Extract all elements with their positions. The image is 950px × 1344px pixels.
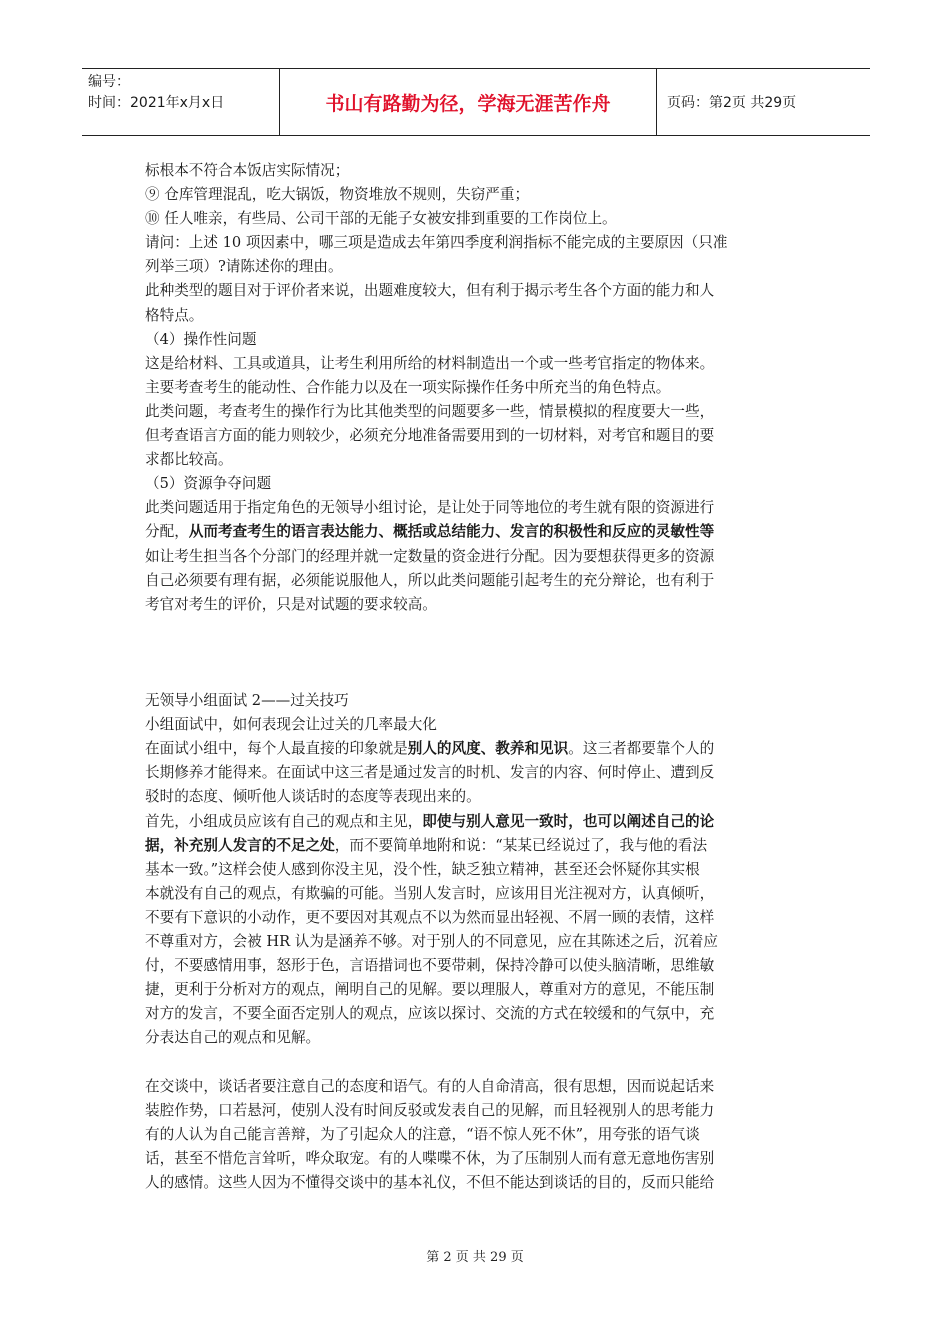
text-line: 本就没有自己的观点，有欺骗的可能。当别人发言时，应该用目光注视对方，认真倾听， xyxy=(145,884,715,902)
text-line: ⑨ 仓库管理混乱，吃大锅饭，物资堆放不规则，失窃严重； xyxy=(145,186,530,204)
text-line: 对方的发言，不要全面否定别人的观点，应该以探讨、交流的方式在较缓和的气氛中，充 xyxy=(145,1005,715,1023)
text-line: 捷，更利于分析对方的观点，阐明自己的见解。要以理服人，尊重对方的意见，不能压制 xyxy=(145,981,715,999)
serial-label: 编号： xyxy=(88,74,130,90)
text-line: 基本一致。”这样会使人感到你没主见，没个性，缺乏独立精神，甚至还会怀疑你其实根 xyxy=(145,860,700,878)
text-line: 付，不要感情用事，怒形于色，言语措词也不要带刺，保持冷静可以使头脑清晰，思维敏 xyxy=(145,957,715,975)
text-line: 在交谈中，谈话者要注意自己的态度和语气。有的人自命清高，很有思想，因而说起话来 xyxy=(145,1077,715,1095)
text-line: 这是给材料、工具或道具，让考生利用所给的材料制造出一个或一些考官指定的物体来。 xyxy=(145,354,715,372)
text-line: 求都比较高。 xyxy=(145,451,233,469)
bold-text: 别人的风度、教养和见识 xyxy=(407,740,569,758)
text-line xyxy=(145,520,810,544)
header-page-code: 页码：第2页 共29页 xyxy=(667,95,797,111)
text-line: 不尊重对方，会被 HR 认为是涵养不够。对于别人的不同意见，应在其陈述之后，沉着应 xyxy=(145,933,718,950)
text-line: 人的感情。这些人因为不懂得交谈中的基本礼仪，不但不能达到谈话的目的，反而只能给 xyxy=(145,1173,715,1191)
text-line: 装腔作势，口若悬河，使别人没有时间反驳或发表自己的见解，而且轻视别人的思考能力 xyxy=(145,1101,715,1119)
date-label: 时间：2021年x月x日 xyxy=(88,95,225,111)
text-run: 首先，小组成员应该有自己的观点和主见， xyxy=(145,812,423,830)
section-heading: （5）资源争夺问题 xyxy=(145,475,272,493)
text-line: 请问：上述 10 项因素中，哪三项是造成去年第四季度利润指标不能完成的主要原因（只准 xyxy=(145,234,728,252)
bold-text: 即使与别人意见一致时，也可以阐述自己的论 xyxy=(422,812,715,830)
header-meta-cell xyxy=(82,69,280,135)
text-line: 不要有下意识的小动作，更不要因对其观点不以为然而显出轻视、不屑一顾的表情，这样 xyxy=(145,908,715,926)
text-line: 驳时的态度、倾听他人谈话时的态度等表现出来的。 xyxy=(145,788,481,806)
text-line: 如让考生担当各个分部门的经理并就一定数量的资金进行分配。因为要想获得更多的资源 xyxy=(145,547,715,565)
section-heading: （4）操作性问题 xyxy=(145,330,257,348)
text-line: 话，甚至不惜危言耸听，哗众取宠。有的人喋喋不休，为了压制别人而有意无意地伤害别 xyxy=(145,1149,715,1167)
text-line: 长期修养才能得来。在面试中这三者是通过发言的时机、发言的内容、何时停止、遭到反 xyxy=(145,764,715,782)
text-line xyxy=(145,737,810,761)
text-line: 此类问题，考查考生的操作行为比其他类型的问题要多一些，情景模拟的程度要大一些， xyxy=(145,402,715,420)
text-line: 主要考查考生的能动性、合作能力以及在一项实际操作任务中所充当的角色特点。 xyxy=(145,378,671,396)
spacer xyxy=(145,665,810,689)
article-title: 无领导小组面试 2——过关技巧 xyxy=(145,692,349,710)
text-line: 列举三项）?请陈述你的理由。 xyxy=(145,258,343,276)
text-run: 在面试小组中，每个人最直接的印象就是 xyxy=(145,740,408,758)
header-table xyxy=(82,68,870,136)
text-line: 有的人认为自己能言善辩，为了引起众人的注意，“语不惊人死不休”，用夸张的语气谈 xyxy=(145,1125,700,1143)
text-line: 此类问题适用于指定角色的无领导小组讨论，是让处于同等地位的考生就有限的资源进行 xyxy=(145,499,715,517)
bold-text: 从而考查考生的语言表达能力、概括或总结能力、发言的积极性和反应的灵敏性等 xyxy=(188,523,715,541)
text-line: 格特点。 xyxy=(145,306,204,324)
header-motto: 书山有路勤为径，学海无涯苦作舟 xyxy=(280,69,657,135)
spacer xyxy=(145,617,810,641)
page-footer: 第 2 页 共 29 页 xyxy=(426,1250,524,1265)
text-line xyxy=(145,834,810,858)
text-line: 考官对考生的评价，只是对试题的要求较高。 xyxy=(145,595,437,613)
text-run: 。这三者都要靠个人的 xyxy=(568,740,715,758)
text-run: 分配， xyxy=(145,523,189,541)
spacer xyxy=(145,1050,810,1074)
spacer xyxy=(145,641,810,665)
text-run: ，而不要简单地附和说：“某某已经说过了，我与他的看法 xyxy=(334,836,708,854)
text-line: ⑩ 任人唯亲，有些局、公司干部的无能子女被安排到重要的工作岗位上。 xyxy=(145,210,617,228)
text-line: 此种类型的题目对于评价者来说，出题难度较大，但有利于揭示考生各个方面的能力和人 xyxy=(145,282,715,300)
text-line: 但考查语言方面的能力则较少，必须充分地准备需要用到的一切材料，对考官和题目的要 xyxy=(145,427,715,445)
document-body xyxy=(145,159,810,1195)
text-line: 自己必须要有理有据，必须能说服他人，所以此类问题能引起考生的充分辩论，也有利于 xyxy=(145,571,715,589)
text-line: 分表达自己的观点和见解。 xyxy=(145,1029,321,1047)
bold-text: 据，补充别人发言的不足之处 xyxy=(145,836,335,854)
text-line: 标根本不符合本饭店实际情况； xyxy=(145,162,350,179)
text-line: 小组面试中，如何表现会让过关的几率最大化 xyxy=(145,716,437,734)
text-line xyxy=(145,810,810,834)
